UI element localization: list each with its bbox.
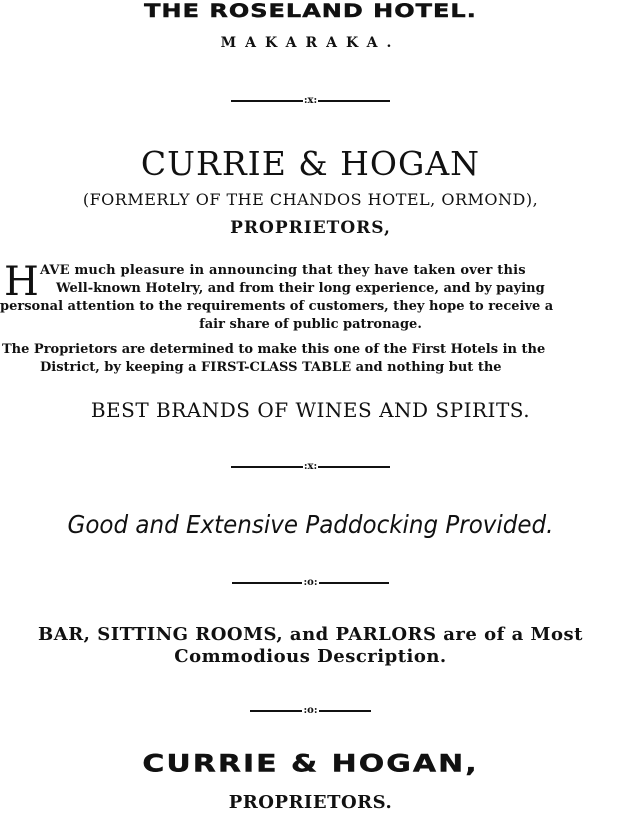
- announcement-line: Well-known Hotelry, and from their long experience, and by paying: [56, 281, 545, 296]
- location-line: MAKARAKA.: [220, 35, 401, 51]
- announcement-line: personal attention to the requirements of customers, they hope to receive a: [0, 299, 554, 314]
- ornamental-divider: [0, 462, 621, 472]
- brands-line: BEST BRANDS OF WINES AND SPIRITS.: [90, 398, 531, 422]
- firm-name: CURRIE & HOGAN: [140, 144, 481, 183]
- drop-cap: H: [4, 259, 39, 305]
- rooms-line: Commodious Description.: [174, 646, 447, 667]
- announcement-line: AVE much pleasure in announcing that they have taken over this: [40, 263, 526, 278]
- divider-mark: :x:: [303, 461, 318, 472]
- ornamental-divider: [0, 706, 621, 716]
- footer-proprietors: PROPRIETORS.: [228, 792, 393, 813]
- paddocking-line: Good and Extensive Paddocking Provided.: [67, 510, 554, 539]
- ornamental-divider: [0, 96, 621, 106]
- formerly-line: (FORMERLY OF THE CHANDOS HOTEL, ORMOND),: [82, 190, 539, 209]
- proprietors-line: The Proprietors are determined to make this one of the First Hotels in the: [2, 342, 546, 357]
- ornamental-divider: [0, 578, 621, 588]
- hotel-name-heading: THE ROSELAND HOTEL.: [144, 0, 477, 22]
- divider-mark: :o:: [303, 705, 318, 716]
- rooms-line: BAR, SITTING ROOMS, and PARLORS are of a Most: [38, 624, 583, 645]
- proprietors-label: PROPRIETORS,: [230, 218, 391, 238]
- divider-mark: :x:: [303, 95, 318, 106]
- footer-firm-name: CURRIE & HOGAN,: [142, 750, 479, 778]
- announcement-paragraph: [0, 259, 621, 334]
- proprietors-line: District, by keeping a FIRST-CLASS TABLE and nothing but the: [40, 360, 502, 375]
- announcement-line: fair share of public patronage.: [199, 317, 422, 332]
- divider-mark: :o:: [303, 577, 318, 588]
